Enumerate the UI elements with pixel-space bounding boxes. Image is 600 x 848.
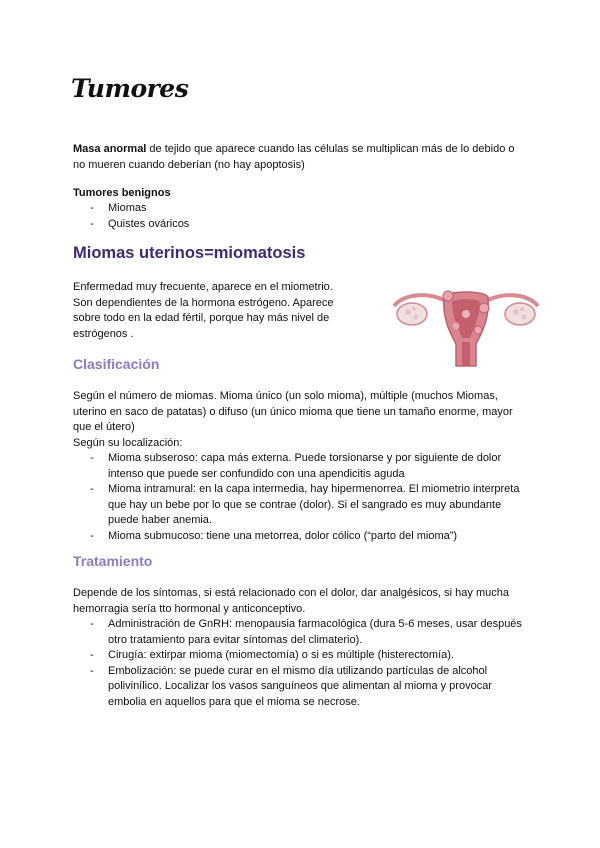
description-line: sobre todo en la edad fértil, porque hay más nivel de — [73, 312, 330, 324]
intro-bold: Masa anormal — [73, 143, 147, 155]
section-title: Miomas uterinos=miomatosis — [73, 244, 306, 262]
clasificacion-line: uterino en saco de patatas) o difuso (un único mioma que tiene un tamaño enorme, mayor — [73, 405, 513, 418]
list-item: - Administración de GnRH: menopausia farmacológica (dura 5-6 meses, usar después otro tratamiento para evitar síntomas del climaterio). — [90, 618, 522, 646]
clasificacion-heading: Clasificación — [73, 356, 160, 372]
intro-line-1: de tejido que aparece cuando las células se multiplican más de lo debido o — [146, 143, 515, 155]
intro-line-2: no mueren cuando deberían (no hay apoptosis) — [73, 158, 305, 171]
list-item-text: Cirugía: extirpar mioma (miomectomía) o si es múltiple (histerectomía). — [108, 649, 454, 661]
tratamiento-line: Depende de los síntomas, si está relacionado con el dolor, dar analgésicos, si hay mucha — [73, 587, 509, 599]
list-item-text: Quistes ováricos — [108, 217, 190, 230]
list-item: - Miomas — [90, 202, 147, 214]
tratamiento-heading: Tratamiento — [73, 553, 153, 569]
list-item: - Mioma intramural: en la capa intermedia, hay hipermenorrea. El miometrio interpreta que hay un bebe por lo que se contrae (dolor). Si el sangrado es muy abundante puede haber anemia. — [90, 483, 520, 526]
list-item-text: Administración de GnRH: menopausia farmacológica (dura 5-6 meses, usar después — [108, 618, 522, 630]
list-item: - Mioma submucoso: tiene una metorrea, dolor cólico (“parto del mioma”) — [90, 529, 458, 542]
list-item-text: puede haber anemia. — [108, 514, 212, 526]
list-item-text: otro tratamiento para evitar síntomas del climaterio). — [108, 633, 363, 646]
description-paragraph — [73, 280, 334, 342]
uterus-illustration — [386, 286, 546, 368]
list-item: - Quistes ováricos — [90, 217, 190, 230]
list-item-text: Embolización: se puede curar en el mismo día utilizando partículas de alcohol — [108, 664, 488, 677]
description-line: Son dependientes de la hormona estrógeno. Aparece — [73, 296, 334, 309]
intro-paragraph — [73, 142, 515, 173]
clasificacion-intro — [73, 389, 513, 451]
list-item-text: que hay un bebe por lo que se contrae (dolor). Si el sangrado es muy abundante — [108, 498, 502, 511]
tratamiento-list — [73, 617, 522, 710]
clasificacion-line: Según el número de miomas. Mioma único (un solo mioma), múltiple (muchos Miomas, — [73, 390, 498, 402]
tratamiento-line: hemorragia sería tto hormonal y anticonceptivo. — [73, 602, 306, 615]
description-line: estrógenos . — [73, 327, 134, 340]
description-line: Enfermedad muy frecuente, aparece en el miometrio. — [73, 281, 333, 293]
list-item-text: intenso que puede ser confundido con una apendicitis aguda — [108, 467, 405, 480]
list-item: - Cirugía: extirpar mioma (miomectomía) o si es múltiple (histerectomía). — [90, 649, 454, 661]
clasificacion-list — [73, 451, 519, 544]
page-title: Tumores — [71, 74, 189, 103]
clasificacion-line: Según su localización: — [73, 436, 183, 449]
clasificacion-line: que el útero) — [73, 421, 135, 433]
benign-heading-text: Tumores benignos — [73, 187, 171, 199]
list-item: - Mioma subseroso: capa más externa. Puede torsionarse y por siguiente de dolor intenso que puede ser confundido con una apendicitis aguda — [90, 452, 502, 480]
list-item-text: Mioma intramural: en la capa intermedia, hay hipermenorrea. El miometrio interpreta — [108, 483, 520, 495]
list-item: - Embolización: se puede curar en el mismo día utilizando partículas de alcohol polivinílico. Localizar los vasos sanguíneos que alimentan al mioma y provocar embolia en aquellos para que el mioma se necrose. — [90, 664, 492, 708]
list-item-text: Miomas — [108, 202, 147, 214]
list-item-text: embolia en aquellos para que el mioma se necrose. — [108, 695, 360, 708]
list-item-text: Mioma subseroso: capa más externa. Puede torsionarse y por siguiente de dolor — [108, 452, 502, 464]
list-item-text: polivinílico. Localizar los vasos sanguíneos que alimentan al mioma y provocar — [108, 680, 492, 692]
benign-heading — [73, 186, 171, 202]
list-item-text: Mioma submucoso: tiene una metorrea, dolor cólico (“parto del mioma”) — [108, 529, 458, 542]
benign-list — [73, 201, 189, 232]
tratamiento-intro — [73, 586, 509, 617]
